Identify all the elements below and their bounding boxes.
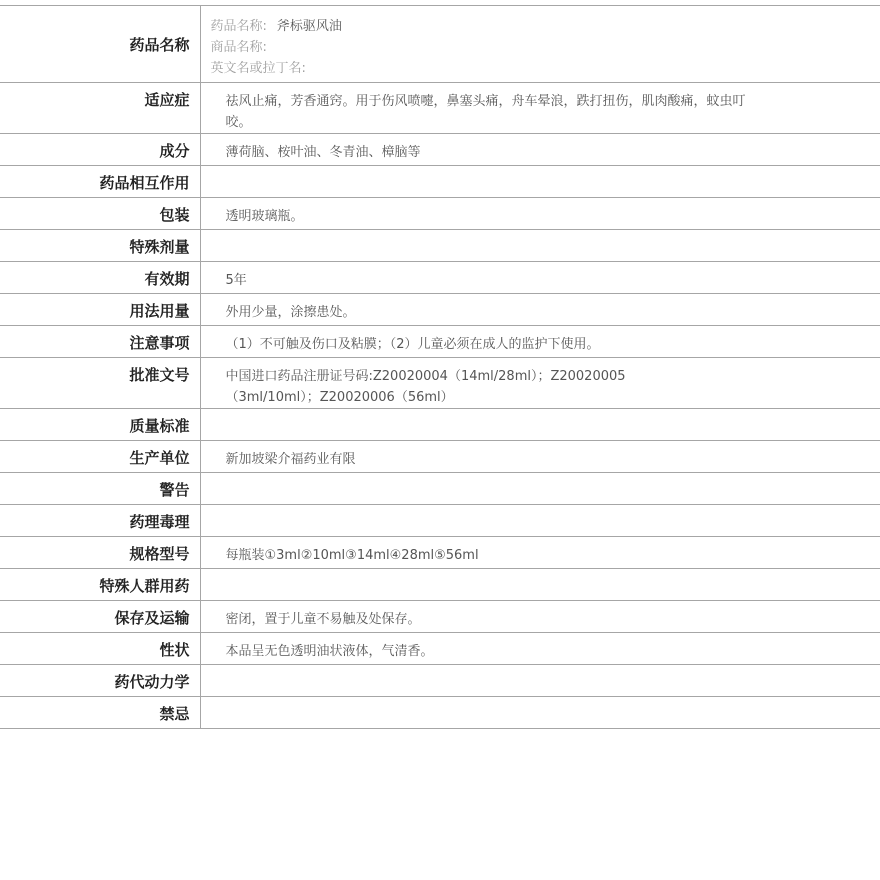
row-value [200, 262, 880, 294]
row-value [200, 601, 880, 633]
table-row [0, 473, 880, 505]
row-label: 特殊人群用药 [0, 569, 200, 601]
drug-name-key: 药品名称: [210, 19, 267, 34]
value-line: （3ml/10ml）；Z20020006（56ml） [225, 390, 454, 405]
row-value [200, 409, 880, 441]
value-line: 新加坡梁介福药业有限 [225, 452, 356, 467]
row-value [200, 441, 880, 473]
drug-info-table [0, 5, 880, 729]
value-line: 中国进口药品注册证号码:Z20020004（14ml/28ml）；Z20020005 [225, 369, 626, 384]
row-label: 包装 [0, 198, 200, 230]
table-row [0, 166, 880, 198]
table-row [0, 262, 880, 294]
row-value [200, 569, 880, 601]
value-line: 本品呈无色透明油状液体，气清香。 [225, 644, 434, 659]
row-value [200, 633, 880, 665]
row-value [200, 198, 880, 230]
row-label: 用法用量 [0, 294, 200, 326]
row-label: 成分 [0, 134, 200, 166]
table-row [0, 134, 880, 166]
row-label: 生产单位 [0, 441, 200, 473]
drug-name-value: 斧标驱风油 [276, 19, 342, 34]
row-value [200, 697, 880, 729]
row-value [200, 537, 880, 569]
value-line: 外用少量，涂擦患处。 [225, 305, 356, 320]
table-row [0, 326, 880, 358]
table-row [0, 601, 880, 633]
table-row [0, 537, 880, 569]
row-label: 保存及运输 [0, 601, 200, 633]
table-row [0, 230, 880, 262]
english-name-line [211, 58, 801, 79]
table-row [0, 697, 880, 729]
table-row [0, 441, 880, 473]
english-name-key: 英文名或拉丁名: [210, 61, 306, 76]
value-line: 5年 [225, 273, 247, 288]
row-label: 药品相互作用 [0, 166, 200, 198]
row-label: 有效期 [0, 262, 200, 294]
value-line: 每瓶装①3ml②10ml③14ml④28ml⑤56ml [225, 548, 479, 563]
row-label: 药代动力学 [0, 665, 200, 697]
row-label-drug-name: 药品名称 [0, 6, 200, 83]
drug-name-line [211, 16, 801, 37]
row-value [200, 83, 880, 134]
row-value [200, 665, 880, 697]
row-label: 禁忌 [0, 697, 200, 729]
row-label: 特殊剂量 [0, 230, 200, 262]
row-value [200, 134, 880, 166]
table-row [0, 83, 880, 134]
trade-name-line [211, 37, 801, 58]
row-value [200, 294, 880, 326]
row-label: 警告 [0, 473, 200, 505]
value-line: 祛风止痛，芳香通窍。用于伤风喷嚏，鼻塞头痛，舟车晕浪，跌打扭伤，肌肉酸痛，蚊虫叮 [225, 94, 746, 109]
table-row [0, 569, 880, 601]
row-value [200, 473, 880, 505]
row-value [200, 358, 880, 409]
row-label: 批准文号 [0, 358, 200, 409]
table-row [0, 294, 880, 326]
table-row [0, 409, 880, 441]
row-label: 适应症 [0, 83, 200, 134]
value-line: 密闭，置于儿童不易触及处保存。 [225, 612, 421, 627]
trade-name-key: 商品名称: [210, 40, 267, 55]
table-row [0, 665, 880, 697]
table-row [0, 505, 880, 537]
value-line: 薄荷脑、桉叶油、冬青油、樟脑等 [225, 145, 421, 160]
row-value [200, 230, 880, 262]
row-value [200, 166, 880, 198]
row-value [200, 505, 880, 537]
table-row [0, 358, 880, 409]
drug-name-block [200, 6, 880, 83]
row-label: 注意事项 [0, 326, 200, 358]
row-label: 质量标准 [0, 409, 200, 441]
table-row [0, 633, 880, 665]
value-line: 透明玻璃瓶。 [225, 209, 304, 224]
row-label: 规格型号 [0, 537, 200, 569]
value-line: （1）不可触及伤口及粘膜；（2）儿童必须在成人的监护下使用。 [225, 337, 600, 352]
row-value [200, 326, 880, 358]
table-row [0, 198, 880, 230]
value-line: 咬。 [225, 115, 252, 130]
table-row-drug-name [0, 6, 880, 83]
row-label: 药理毒理 [0, 505, 200, 537]
row-label: 性状 [0, 633, 200, 665]
